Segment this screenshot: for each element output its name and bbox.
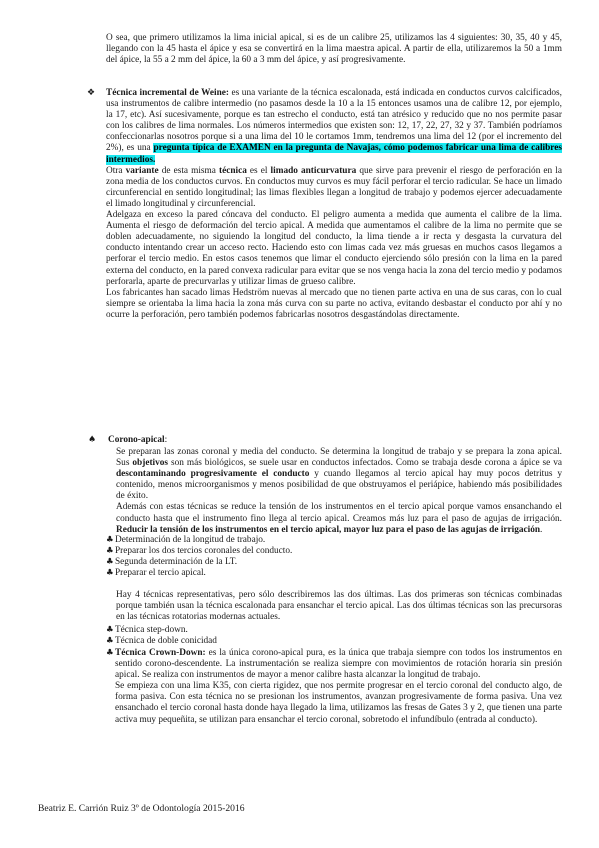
list-item: ♣Técnica de doble conicidad bbox=[106, 636, 217, 647]
weine-section bbox=[106, 88, 562, 321]
flag-bullet-icon: ♠ bbox=[88, 435, 97, 445]
hedstrom-paragraph: Los fabricantes han sacado limas Hedström nuevas al mercado que no tienen parte activa en una de sus caras, con lo cual siempre se orientaba la lima hacia la zona más curva con su parte no activa, evitando desbastar el conducto por ahí y no ocurre la perforación, pero también podemos fabricarlas nosotros desgastándolas directamente. bbox=[106, 287, 562, 320]
list-item: ♣Técnica step-down. bbox=[106, 625, 188, 635]
weine-title: Técnica incremental de Weine: bbox=[106, 88, 229, 98]
corono-title: Corono-apical bbox=[108, 435, 165, 445]
corono-paragraph-1: Se preparan las zonas coronal y media del conducto. Se determina la longitud de trabajo y se prepara la zona apical. Sus objetivos son más biológicos, se suele usar en conductos infectados. Como se trabaja desde corona a ápice se va descontaminando progresivamente el conducto y cuando llegamos al tercio apical hay muy pocos detritus y contenido, menos microorganismos y menos posibilidad de que obstruyamos el periápice, habiendo más posibilidades de éxito. bbox=[116, 447, 563, 502]
club-bullet-icon: ♣ bbox=[106, 568, 114, 579]
club-bullet-icon: ♣ bbox=[106, 546, 114, 557]
corono-paragraph-2: Además con estas técnicas se reduce la tensión de los instrumentos en el tercio apical porque vamos ensanchando el conducto hasta que el instrumento fino llega al tercio apical. Creamos más luz para el paso de agujas de irrigación. Reducir la tensión de los instrumentos en el tercio apical, mayor luz para el paso de las agujas de irrigación. bbox=[116, 502, 562, 535]
weine-paragraph bbox=[106, 88, 562, 166]
list-item: ♣Preparar el tercio apical. bbox=[106, 568, 206, 579]
crown-down-title: Técnica Crown-Down: bbox=[115, 648, 206, 658]
anticurvatura-paragraph: Otra variante de esta misma técnica es el limado anticurvatura que sirve para prevenir el riesgo de perforación en la zona media de los conductos curvos. En conductos muy curvos es muy fácil perforar el tercio radicular. Se hace un limado circunferencial en sentido longitudinal; las limas flexibles llegan a longitud de trabajo y podemos ejercer adecuadamente el limado longitudinal y circunferencial. bbox=[106, 165, 562, 209]
adelgaza-paragraph: Adelgaza en exceso la pared cóncava del conducto. El peligro aumenta a medida que aumenta el calibre de la lima. Aumenta el riesgo de deformación del tercio apical. A medida que aumentamos el calibre de la lima no permite que se doblen adecuadamente, no siguiendo la longitud del conducto, la lima tiende a ir recta y desgasta la curvatura del conducto intentando crear un acceso recto. Haciendo esto con limas cada vez más gruesas en muchos casos llegamos a perforar el tercio medio. En estos casos tenemos que limar el conducto ejerciendo sólo presión con la lima en la pared externa del conducto, en la pared convexa radicular para evitar que se nos venga hacia la zona del tercio medio y podamos perforarla, aparte de precurvarlas y utilizar limas de grueso calibre. bbox=[106, 210, 562, 287]
intro-paragraph: O sea, que primero utilizamos la lima inicial apical, si es de un calibre 25, utilizamos las 4 siguientes: 30, 35, 40 y 45, llegando con la 45 hasta el ápice y esa se convertirá en la lima maestra apical. A partir de ella, utilizaremos la 50 a 1mm del ápice, la 55 a 2 mm del ápice, la 60 a 3 mm del ápice, y así progresivamente. bbox=[106, 33, 562, 66]
list-item: ♣Preparar los dos tercios coronales del conducto. bbox=[106, 546, 293, 557]
list-item: ♣Segunda determinación de la LT. bbox=[106, 557, 238, 568]
steps-list bbox=[106, 535, 562, 579]
crown-down-paragraph: Técnica Crown-Down: es la única corono-apical pura, es la única que trabaja siempre con todos los instrumentos en sentido corono-descendente. La instrumentación se realiza siempre con movimientos de rotación horaria sin presión apical. Se realiza con instrumentos de mayor a menor calibre hasta alcanzar la longitud de trabajo. bbox=[115, 648, 562, 681]
exam-highlight: pregunta típica de EXAMEN en la pregunta de Navajas, cómo podemos fabricar una lima de calibres intermedios. bbox=[106, 143, 562, 165]
corono-paragraph-3: Hay 4 técnicas representativas, pero sólo describiremos las dos últimas. Las dos primeras son técnicas combinadas porque también usan la técnica escalonada para ensanchar el tercio apical. Las dos últimas técnicas son las precursoras en las técnicas rotatorias modernas actuales. bbox=[116, 590, 562, 623]
corono-heading: Corono-apical: bbox=[108, 435, 168, 445]
club-bullet-icon: ♣ bbox=[106, 648, 114, 658]
corono-paragraph-4: Se empieza con una lima K35, con cierta rigidez, que nos permite progresar en el tercio coronal del conducto algo, de forma pasiva. Con esta técnica no se presionan los instrumentos, avanzan progresivamente de forma pasiva. Una vez ensanchado el tercio coronal hasta donde haya llegado la lima, utilizamos las fresas de Gates 3 y 2, que tienen una parte activa muy pequeñita, se utilizan para ensanchar el tercio coronal, sobretodo el infundíbulo (entrada al conducto). bbox=[115, 681, 562, 725]
crown-down-block bbox=[106, 648, 562, 726]
page-footer: Beatriz E. Carrión Ruiz 3º de Odontología 2015-2016 bbox=[38, 803, 245, 814]
corono-section bbox=[116, 447, 562, 536]
club-bullet-icon: ♣ bbox=[106, 636, 114, 647]
club-bullet-icon: ♣ bbox=[106, 557, 114, 568]
club-bullet-icon: ♣ bbox=[106, 535, 114, 545]
weine-text: es una variante de la técnica escalonada, está indicada en conductos curvos calcificados, usa instrumentos de calibre intermedio (no pasamos desde la 10 a la 15 entonces usamos una de calibre 12, por ejemplo, la 17, etc). Así sucesivamente, porque es tan estrecho el conducto, está tan atrésico y reducido que no nos permite pasar con los calibres de lima normales. Los números intermedios que existen son: 12, 17, 22, 27, 32 y 37. También podríamos confeccionarlas nosotros porque si a una lima del 10 le cortamos 1mm, tendremos una lima del 12 (por el incremento del 2%), es una bbox=[106, 88, 562, 154]
list-item: ♣Determinación de la longitud de trabajo. bbox=[106, 535, 266, 545]
diamond-bullet-icon: ❖ bbox=[87, 88, 96, 98]
techniques-list bbox=[106, 625, 562, 647]
club-bullet-icon: ♣ bbox=[106, 625, 114, 635]
